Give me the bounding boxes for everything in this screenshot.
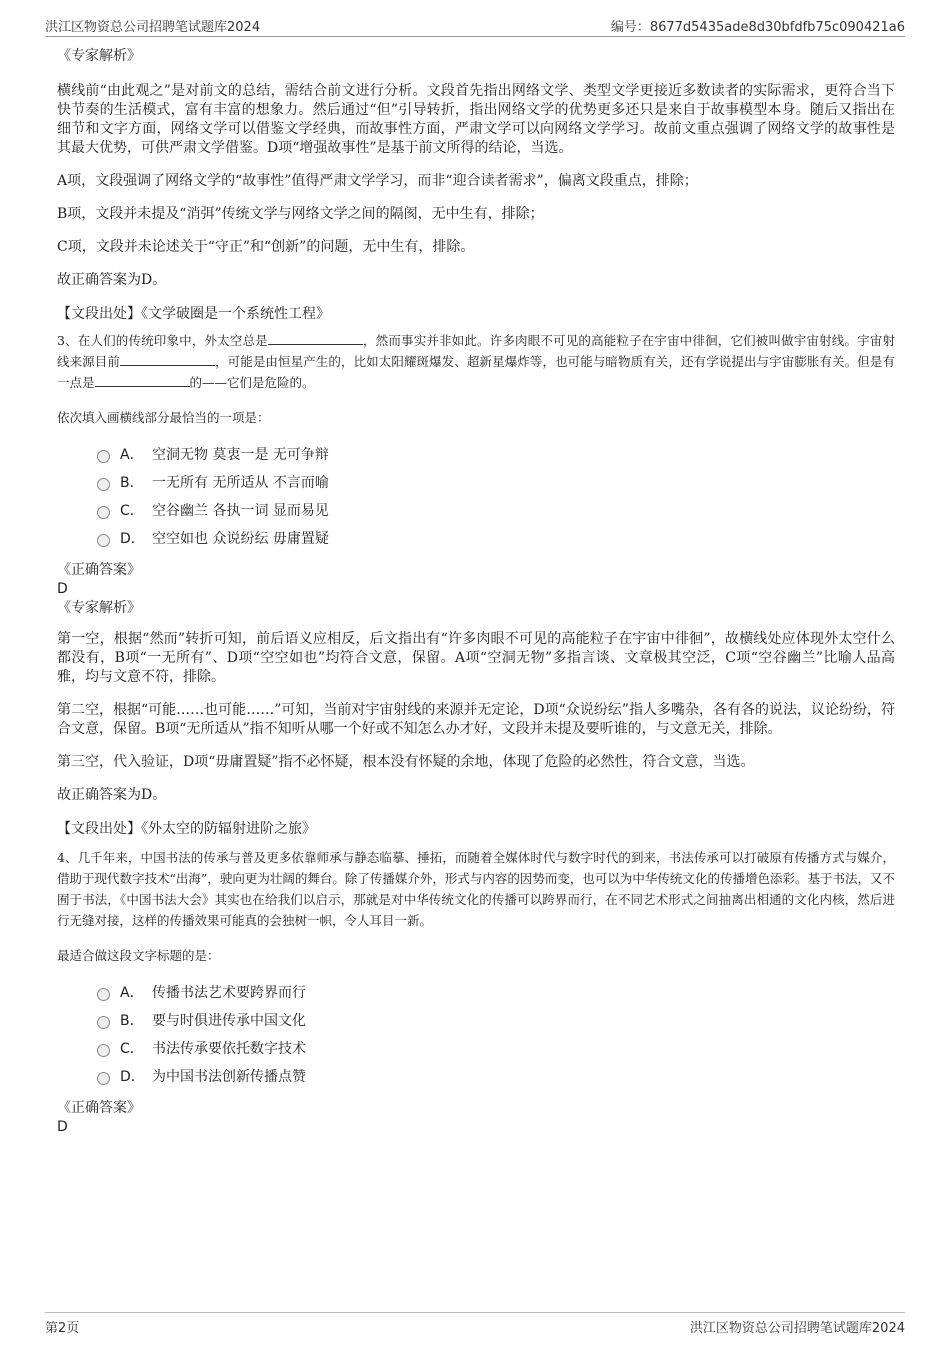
question-4-prompt: 最适合做这段文字标题的是： <box>57 948 220 963</box>
option-c[interactable] <box>97 1034 895 1062</box>
correct-answer-value: D <box>57 1119 68 1135</box>
radio-button[interactable] <box>97 1044 110 1057</box>
option-d[interactable] <box>97 524 895 552</box>
radio-button[interactable] <box>97 1016 110 1029</box>
source-citation: 【文段出处】《文学破圈是一个系统性工程》 <box>57 306 330 322</box>
fill-blank-3 <box>95 374 190 387</box>
stem-text: ，可能是由恒星产生的，比如太阳耀斑爆发、超新星爆炸等，也可能与暗物质有关，还有学说提出与宇宙膨胀有关。但是有一点是 <box>57 354 895 390</box>
option-a[interactable] <box>97 978 895 1006</box>
option-text: 要与时俱进传承中国文化 <box>152 1013 306 1029</box>
expert-analysis-label: 《专家解析》 <box>57 48 141 64</box>
fill-blank-2 <box>120 353 215 366</box>
analysis-paragraph: B项，文段并未提及“消弭”传统文学与网络文学之间的隔阂，无中生有，排除； <box>57 206 544 222</box>
option-key: C． <box>120 503 144 519</box>
option-text: 空洞无物 莫衷一是 无可争辩 <box>152 447 329 463</box>
analysis-paragraph: 第二空，根据“可能……也可能……”可知，当前对宇宙射线的来源并无定论，D项“众说纷纭”指人多嘴杂，各有各的说法，议论纷纷，符合文意，保留。B项“无所适从”指不知听从哪一个好或不知怎么办才好，文段并未提及要听谁的，与文意无关，排除。 <box>57 702 895 737</box>
option-key: B． <box>120 1013 144 1029</box>
option-d[interactable] <box>97 1062 895 1090</box>
option-key: B． <box>120 475 144 491</box>
option-key: D． <box>120 1069 145 1085</box>
analysis-paragraph: 第一空，根据“然而”转折可知，前后语义应相反，后文指出有“许多肉眼不可见的高能粒子在宇宙中徘徊”，故横线处应体现外太空什么都没有，B项“一无所有”、D项“空空如也”均符合文意，保留。A项“空洞无物”多指言谈、文章极其空泛，C项“空谷幽兰”比喻人品高雅，均与文意不符，排除。 <box>57 631 895 685</box>
option-text: 空谷幽兰 各执一词 显而易见 <box>152 503 329 519</box>
radio-button[interactable] <box>97 450 110 463</box>
option-key: A． <box>120 985 144 1001</box>
radio-button[interactable] <box>97 1072 110 1085</box>
fill-blank-1 <box>268 332 363 345</box>
question-4-stem: 4、几千年来，中国书法的传承与普及更多依靠师承与静态临摹、捶拓，而随着全媒体时代与数字时代的到来，书法传承可以打破原有传播方式与媒介，借助于现代数字技术“出海”，驶向更为壮阔的舞台。除了传播媒介外，形式与内容的因势而变，也可以为中华传统文化的传播增色添彩。基于书法，又不囿于书法，《中国书法大会》其实也在给我们以启示，那就是对中华传统文化的传播可以跨界而行，在不同艺术形式之间抽离出相通的文化内核，然后进行无缝对接，这样的传播效果可能真的会独树一帜，令人耳目一新。 <box>57 850 895 928</box>
correct-answer-value: D <box>57 581 68 597</box>
option-text: 一无所有 无所适从 不言而喻 <box>152 475 329 491</box>
analysis-paragraph: A项，文段强调了网络文学的“故事性”值得严肃文学学习，而非“迎合读者需求”，偏离文段重点，排除； <box>57 173 698 189</box>
option-a[interactable] <box>97 440 895 468</box>
option-b[interactable] <box>97 1006 895 1034</box>
analysis-paragraph: C项，文段并未论述关于“守正”和“创新”的问题，无中生有，排除。 <box>57 239 475 255</box>
option-b[interactable] <box>97 468 895 496</box>
stem-text: ，然而事实并非如此。许多肉眼不可见的高能粒子在宇宙中徘徊，它们被叫做宇宙射线。宇宙射线来源目前 <box>57 333 895 369</box>
page-number: 第2页 <box>45 1321 80 1336</box>
radio-button[interactable] <box>97 988 110 1001</box>
analysis-paragraph: 横线前“由此观之”是对前文的总结，需结合前文进行分析。文段首先指出网络文学、类型文学更接近多数读者的实际需求，更符合当下快节奏的生活模式，富有丰富的想象力。然后通过“但”引导转折，指出网络文学的优势更多还只是来自于故事模型本身。随后又指出在细节和文字方面，网络文学可以借鉴文学经典，而故事性方面，严肃文学可以向网络文学学习。故前文重点强调了网络文学的故事性是其最大优势，可供严肃文学借鉴。D项“增强故事性”是基于前文所得的结论，当选。 <box>57 83 895 156</box>
question-3-options <box>57 440 895 552</box>
correct-answer-label: 《正确答案》 <box>57 1100 141 1116</box>
answer-conclusion: 故正确答案为D。 <box>57 787 167 803</box>
stem-text: 3、在人们的传统印象中，外太空总是 <box>57 333 268 348</box>
option-key: D． <box>120 531 145 547</box>
option-text: 为中国书法创新传播点赞 <box>152 1069 306 1085</box>
option-key: C． <box>120 1041 144 1057</box>
question-4-options <box>57 978 895 1090</box>
page-header <box>45 12 905 37</box>
option-text: 空空如也 众说纷纭 毋庸置疑 <box>152 531 329 547</box>
radio-button[interactable] <box>97 534 110 547</box>
option-text: 传播书法艺术要跨界而行 <box>152 985 306 1001</box>
correct-answer-label: 《正确答案》 <box>57 562 141 578</box>
header-title: 洪江区物资总公司招聘笔试题库2024 <box>45 20 261 35</box>
option-key: A． <box>120 447 144 463</box>
stem-text: 的——它们是危险的。 <box>189 375 315 390</box>
question-3-stem <box>57 330 895 393</box>
radio-button[interactable] <box>97 506 110 519</box>
answer-conclusion: 故正确答案为D。 <box>57 272 167 288</box>
source-citation: 【文段出处】《外太空的防辐射进阶之旅》 <box>57 821 316 837</box>
footer-title: 洪江区物资总公司招聘笔试题库2024 <box>689 1321 905 1336</box>
header-doc-id: 编号：8677d5435ade8d30bfdfb75c090421a6 <box>610 20 905 35</box>
question-3-prompt: 依次填入画横线部分最恰当的一项是： <box>57 410 270 425</box>
page-content <box>57 44 895 1136</box>
expert-analysis-label: 《专家解析》 <box>57 600 141 616</box>
option-c[interactable] <box>97 496 895 524</box>
option-text: 书法传承要依托数字技术 <box>152 1041 306 1057</box>
radio-button[interactable] <box>97 478 110 491</box>
page-footer <box>45 1312 905 1337</box>
analysis-paragraph: 第三空，代入验证，D项“毋庸置疑”指不必怀疑，根本没有怀疑的余地，体现了危险的必然性，符合文意，当选。 <box>57 754 755 770</box>
